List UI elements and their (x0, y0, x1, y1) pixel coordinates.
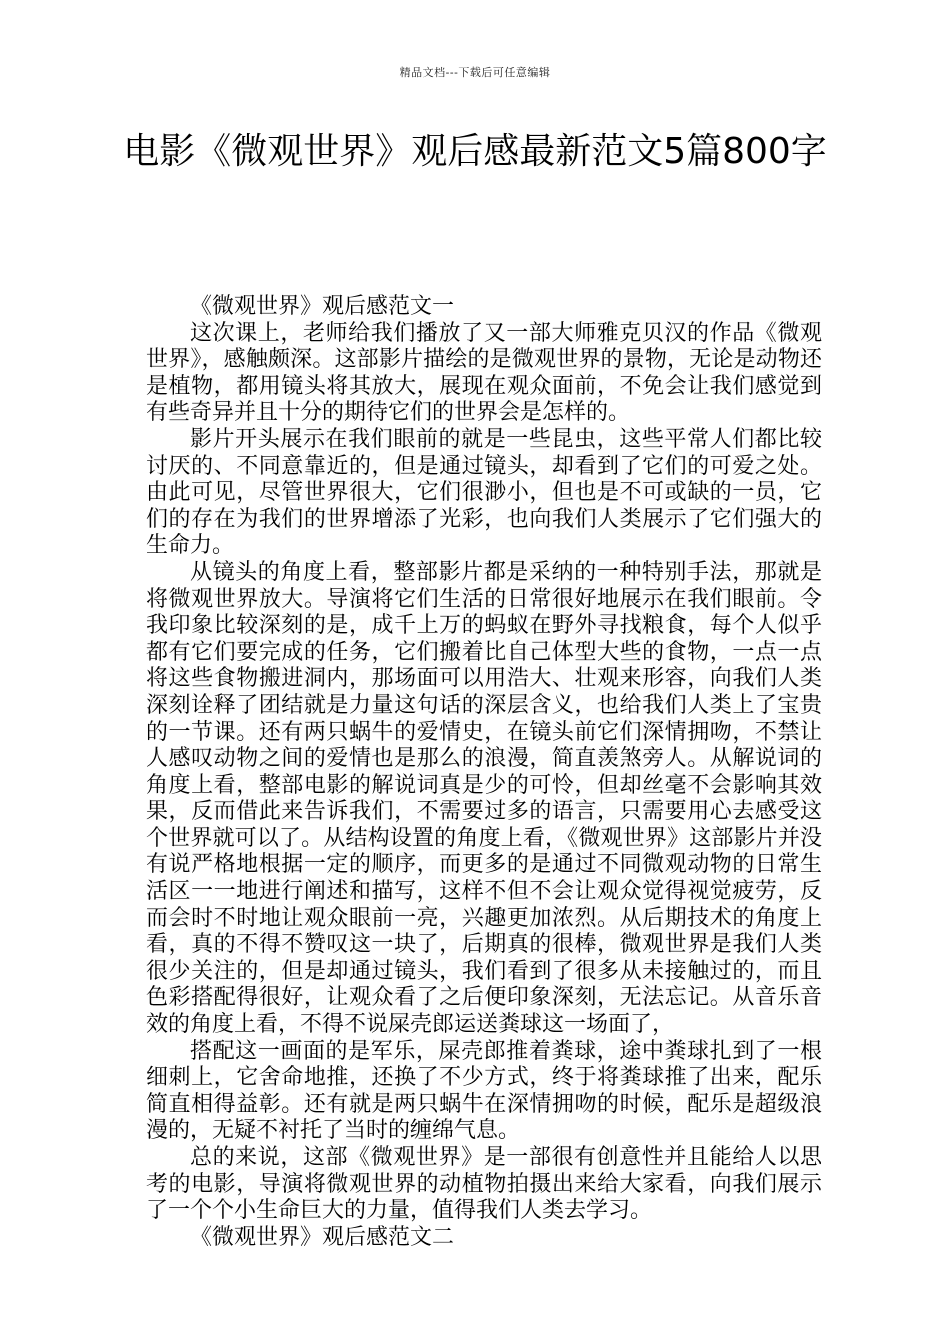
paragraph: 搭配这一画面的是军乐，屎壳郎推着粪球，途中粪球扎到了一根细刺上，它舍命地推，还换了不少方式，终于将粪球推了出来，配乐简直相得益彰。还有就是两只蜗牛在深情拥吻的时候，配乐是超级浪漫的，无疑不衬托了当时的缠绵气息。 (146, 1038, 822, 1144)
paragraph: 总的来说，这部《微观世界》是一部很有创意性并且能给人以思考的电影，导演将微观世界的动植物拍摄出来给大家看，向我们展示了一个个小生命巨大的力量，值得我们人类去学习。 (146, 1145, 822, 1224)
paragraph: 这次课上，老师给我们播放了又一部大师雅克贝汉的作品《微观世界》，感触颇深。这部影片描绘的是微观世界的景物，无论是动物还是植物，都用镜头将其放大，展现在观众面前，不免会让我们感觉到有些奇异并且十分的期待它们的世界会是怎样的。 (146, 320, 822, 426)
paragraph: 从镜头的角度上看，整部影片都是采纳的一种特别手法，那就是将微观世界放大。导演将它们生活的日常很好地展示在我们眼前。令我印象比较深刻的是，成千上万的蚂蚁在野外寻找粮食，每个人似乎都有它们要完成的任务，它们搬着比自己体型大些的食物，一点一点将这些食物搬进洞内，那场面可以用浩大、壮观来形容，向我们人类深刻诠释了团结就是力量这句话的深层含义，也给我们人类上了宝贵的一节课。还有两只蜗牛的爱情史，在镜头前它们深情拥吻，不禁让人感叹动物之间的爱情也是那么的浪漫，简直羡煞旁人。从解说词的角度上看，整部电影的解说词真是少的可怜，但却丝毫不会影响其效果，反而借此来告诉我们，不需要过多的语言，只需要用心去感受这个世界就可以了。从结构设置的角度上看，《微观世界》这部影片并没有说严格地根据一定的顺序，而更多的是通过不同微观动物的日常生活区一一地进行阐述和描写，这样不但不会让观众觉得视觉疲劳，反而会时不时地让观众眼前一亮，兴趣更加浓烈。从后期技术的角度上看，真的不得不赞叹这一块了，后期真的很棒，微观世界是我们人类很少关注的，但是却通过镜头，我们看到了很多从未接触过的，而且色彩搭配得很好，让观众看了之后便印象深刻，无法忘记。从音乐音效的角度上看，不得不说屎壳郎运送粪球这一场面了， (146, 559, 822, 1038)
paragraph: 影片开头展示在我们眼前的就是一些昆虫，这些平常人们都比较讨厌的、不同意靠近的，但是通过镜头，却看到了它们的可爱之处。由此可见，尽管世界很大，它们很渺小，但也是不可或缺的一员，它们的存在为我们的世界增添了光彩，也向我们人类展示了它们强大的生命力。 (146, 426, 822, 559)
document-title: 电影《微观世界》观后感最新范文5篇800字 (123, 131, 827, 172)
section-heading-1: 《微观世界》观后感范文一 (190, 294, 455, 319)
document-body (146, 294, 822, 1251)
header-note: 精品文档---下载后可任意编辑 (399, 66, 551, 79)
section-heading-2: 《微观世界》观后感范文二 (190, 1224, 455, 1250)
